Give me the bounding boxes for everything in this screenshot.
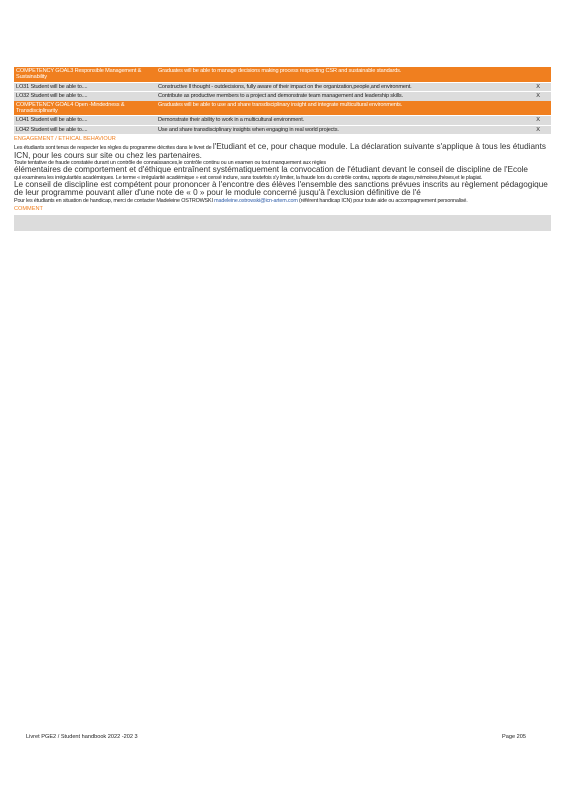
learning-outcome-row [14,126,551,134]
handicap-text-suffix: (référent handicap ICN) pour toute aide ou accompagnement personnalisé. [299,197,468,204]
lo-code: LO31 Student will be able to.... [16,83,88,90]
competency-goal3-header [14,67,551,82]
engagement-title: ENGAGEMENT / ETHICAL BEHAVIOUR [14,136,116,143]
comment-title: COMMENT [14,205,43,212]
lo-mark: X [536,126,540,133]
learning-outcome-row [14,116,551,124]
goal3-description: Graduates will be able to manage decisions making process respecting CSR and sustainable standards. [158,68,402,74]
goal4-label: COMPETENCY GOAL4 Open -Mindedness & Transdisciplinarity [16,101,125,115]
engagement-paragraph-5: Le conseil de discipline est compétent pour prononcer à l'encontre des élèves l'ensemble des sanctions prévues inscrits au règlement pédagogique de leur programme pouvant aller d'une note de « 0 » pour le module concerné jusqu'à l'exclusion définitive de l'é [14,179,548,198]
lo-mark: X [536,117,540,124]
goal4-description: Graduates will be able to use and share transdisciplinary insight and integrate multicultural environments. [158,101,403,108]
comment-box [14,215,551,231]
lo-text: Contribute as productive members to a project and demonstrate team management and leadership skills. [158,93,403,100]
learning-outcome-row [14,83,551,91]
lo-text: Constructive ll thought - outdecisions, fully aware of their impact on the organization,people,and environment. [158,83,412,90]
page-footer [26,734,526,740]
lo-text: Demonstrate their ability to work in a multicultural environment. [158,117,305,124]
handicap-text-prefix: Pour les étudiants en situation de handicap, merci de contacter Madeleine OSTROWSKI [14,197,213,204]
lo-code: LO41 Student will be able to.... [16,117,88,124]
footer-page-number: Page 205 [502,734,526,740]
footer-handbook-label: Livret PGE2 / Student handbook 2022 -202 3 [26,734,138,740]
lo-text: Use and share transdisciplinary insights when engaging in real world projects. [158,126,339,133]
lo-code: LO32 Student will be able to.... [16,93,88,100]
goal3-label: COMPETENCY GOAL3 Responsible Management & Sustainability [16,68,142,81]
engagement-paragraph-2: Toute tentative de fraude constatée durant un contrôle de connaissances,le contrôle continu ou un examen ou tout manquement aux règles [14,160,326,167]
lo-code: LO42 Student will be able to.... [16,126,88,133]
competency-table [14,67,551,231]
engagement-text-large: l'Etudiant et ce, pour chaque module. La déclaration suivante s'applique à tous les étudiants ICN, pour les cours sur site ou chez les partenaires. [14,142,546,160]
lo-mark: X [536,83,540,90]
competency-goal4-header [14,101,551,116]
engagement-paragraph-1 [14,143,551,160]
lo-mark: X [536,93,540,100]
learning-outcome-row [14,92,551,100]
engagement-text-small: Les étudiants sont tenus de respecter les règles du programme décrites dans le livret de [14,145,212,152]
engagement-paragraph-6 [14,198,551,204]
engagement-paragraph-3: élémentaires de comportement et d'éthique entraînent systématiquement la convocation de l'étudiant devant le conseil de discipline de l'Ecole [14,165,528,175]
engagement-paragraph-4: qui examinera les irrégularités académiques. Le terme « irrégularité académique » est censé inclure, sans toutefois s'y limiter, la fraude lors du contrôle continu, rapports de stages,mémoires,thèses,et le plagiat. [14,174,483,181]
contact-email-link[interactable]: madeleine.ostrowski@icn-artem.com [214,197,298,204]
